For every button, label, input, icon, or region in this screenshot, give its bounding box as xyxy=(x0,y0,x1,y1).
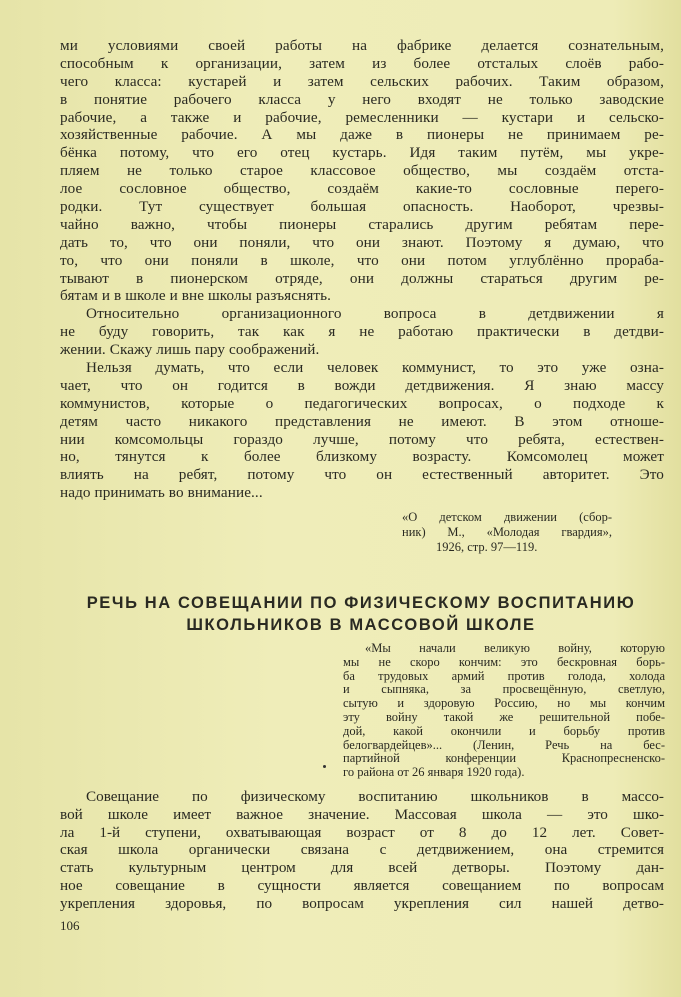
bullet-mark xyxy=(323,765,326,768)
text-line: стать культурным центром для всей детворы. Поэтому дан- xyxy=(60,859,664,877)
text-line: 1926, стр. 97—119. xyxy=(436,540,538,554)
text-line: дой, какой окончили и борьбу против xyxy=(343,724,665,738)
section-heading xyxy=(56,592,666,636)
text-line: ник) М., «Молодая гвардия», xyxy=(402,525,612,539)
text-line: РЕЧЬ НА СОВЕЩАНИИ ПО ФИЗИЧЕСКОМУ ВОСПИТАНИЮ xyxy=(86,594,636,612)
text-line: нии комсомольцы гораздо лучше, потому что ребята, естествен- xyxy=(60,430,664,448)
text-line: ская школа органически связана с детдвижением, она стремится xyxy=(60,841,664,859)
text-line: белогвардейцев»... (Ленин, Речь на бес- xyxy=(343,738,665,752)
epigraph xyxy=(343,642,665,780)
text-line: партийной конференции Краснопресненско- xyxy=(343,752,665,766)
text-line: ное совещание в сущности является совещанием по вопросам xyxy=(60,876,664,894)
paragraph-1 xyxy=(60,37,664,305)
text-line: чего класса: кустарей и затем сельских рабочих. Таким образом, xyxy=(60,72,664,90)
text-line: ШКОЛЬНИКОВ В МАССОВОЙ ШКОЛЕ xyxy=(186,616,536,634)
text-line: в понятие рабочего класса у него входят не только заводские xyxy=(60,90,664,108)
text-line: сытую и здоровую Россию, но мы кончим xyxy=(343,697,665,711)
text-line: ла 1-й ступени, охватывающая возраст от 8 до 12 лет. Совет- xyxy=(60,823,664,841)
text-line: коммунистов, которые о педагогических вопросах, о подходе к xyxy=(60,394,664,412)
text-line: бятам и в школе и вне школы разъяснять. xyxy=(60,287,332,305)
text-line: надо принимать во внимание... xyxy=(60,484,263,502)
text-line: го района от 26 января 1920 года). xyxy=(343,766,525,780)
text-line: лое сословное общество, создаём какие-то сословные перего- xyxy=(60,180,664,198)
text-line: тывают в пионерском отряде, они должны стараться другим ре- xyxy=(60,269,664,287)
text-line: «Мы начали великую войну, которую xyxy=(365,642,665,655)
text-line: укрепления здоровья, по вопросам укрепления сил нашей детво- xyxy=(60,894,664,912)
text-line: рабочие, а также и рабочие, ремесленники — кустари и сельско- xyxy=(60,108,664,126)
text-line: мы не скоро кончим: это бескровная борь- xyxy=(343,655,665,669)
text-line: ми условиями своей работы на фабрике делается сознательным, xyxy=(60,37,664,54)
text-line: «О детском движении (сбор- xyxy=(402,510,612,524)
text-line: и сыпняка, за просвещённую, светлую, xyxy=(343,683,665,697)
text-line: жении. Скажу лишь пару соображений. xyxy=(60,341,320,359)
text-line: эту войну такой же решительной побе- xyxy=(343,710,665,724)
text-line: не буду говорить, так как я не работаю практически в детдви- xyxy=(60,323,664,341)
source-citation xyxy=(402,510,612,555)
text-line: вой школе имеет важное значение. Массовая школа — это шко- xyxy=(60,805,664,823)
text-line: пляем не только старое классовое общество, мы создаём отста- xyxy=(60,162,664,180)
text-line: то, что они поняли в школе, что они потом углублённо прораба- xyxy=(60,251,664,269)
text-line: дать то, что они поняли, что они знают. Поэтому я думаю, что xyxy=(60,233,664,251)
text-line: Совещание по физическому воспитанию школьников в массо- xyxy=(86,788,664,805)
text-line: чайно важно, чтобы пионеры старались другим ребятам пере- xyxy=(60,215,664,233)
text-line: чает, что он годится в вожди детдвижения. Я знаю массу xyxy=(60,376,664,394)
text-line: детям часто никакого представления не имеют. В этом отноше- xyxy=(60,412,664,430)
text-line: Нельзя думать, что если человек коммунист, то это уже озна- xyxy=(86,359,664,377)
text-top xyxy=(60,37,664,502)
text-line: ба трудовых армий против голода, холода xyxy=(343,669,665,683)
page-number: 106 xyxy=(60,918,80,933)
text-line: бёнка потому, что его отец кустарь. Идя таким путём, мы укре- xyxy=(60,144,664,162)
text-line: хозяйственные рабочие. А мы даже в пионеры не принимаем ре- xyxy=(60,126,664,144)
paragraph-3 xyxy=(60,359,664,502)
text-line: но, тянутся к более близкому возрасту. Комсомолец может xyxy=(60,448,664,466)
paragraph-2 xyxy=(60,305,664,359)
text-line: родки. Тут существует большая опасность. Наоборот, чрезвы- xyxy=(60,198,664,216)
text-line: способным к организации, затем из более отсталых слоёв рабо- xyxy=(60,54,664,72)
text-line: Относительно организационного вопроса в детдвижении я xyxy=(86,305,664,323)
text-line: влиять на ребят, потому что он естественный авторитет. Это xyxy=(60,466,664,484)
paragraph-bottom xyxy=(60,788,664,913)
